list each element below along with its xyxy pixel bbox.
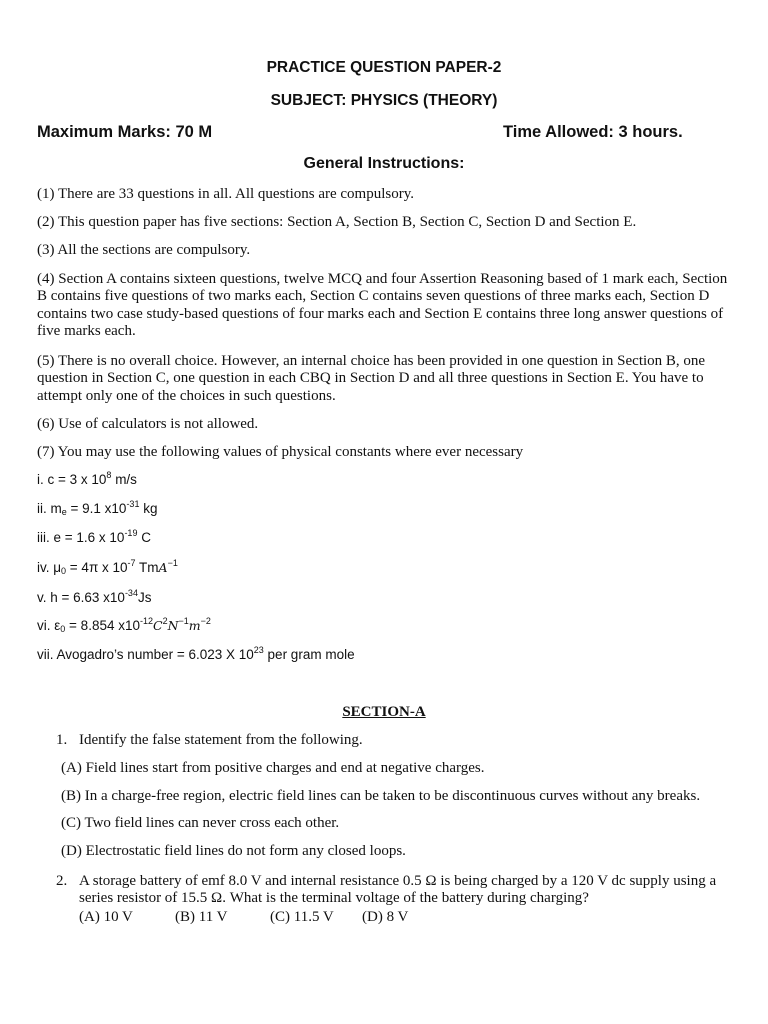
- instruction-2: (2) This question paper has five sections: Section A, Section B, Section C, Section D and Section E.: [37, 214, 637, 230]
- section-a-heading: SECTION-A: [342, 704, 426, 720]
- question-1-option-c: (C) Two field lines can never cross each other.: [61, 815, 340, 831]
- instruction-5: (5) There is no overall choice. However, an internal choice has been provided in one question in Section B, one question in Section C, one question in each CBQ in Section D and all three questions in Section E. You have to attempt only one of the choices in such questions.: [37, 353, 706, 404]
- question-1-option-d: (D) Electrostatic field lines do not form any closed loops.: [61, 843, 406, 859]
- instruction-1: (1) There are 33 questions in all. All questions are compulsory.: [37, 186, 414, 202]
- question-1-text: Identify the false statement from the following.: [79, 732, 363, 748]
- question-2-option-a: (A) 10 V: [79, 909, 133, 925]
- paper-subject: SUBJECT: PHYSICS (THEORY): [270, 92, 498, 109]
- instruction-4: (4) Section A contains sixteen questions, twelve MCQ and four Assertion Reasoning based of 1 mark each, Section B contains five questions of two marks each, Section C contains seven questions of three marks each, Section D contains two case study-based questions of four marks each and Section E contains three long answer questions of five marks each.: [37, 271, 728, 340]
- constant-avogadro: vii. Avogadro’s number = 6.023 X $10^{23}$ per gram mole: [37, 645, 355, 662]
- question-2-number: 2.: [56, 873, 68, 889]
- paper-title: PRACTICE QUESTION PAPER-2: [266, 59, 502, 76]
- constant-electron-charge: iii. e = 1.6 x $10^{-19}$ C: [37, 528, 151, 545]
- constant-speed-of-light: i. c = 3 x $10^8$ m/s: [37, 470, 137, 487]
- time-allowed: Time Allowed: 3 hours.: [503, 123, 683, 141]
- question-1-option-b: (B) In a charge-free region, electric field lines can be taken to be discontinuous curves without any breaks.: [61, 788, 701, 804]
- constant-permittivity: vi. $\varepsilon_0 = 8.854$ $x10^{-12}C^2N^{-1}m^{-2}$: [37, 616, 211, 634]
- instruction-7: (7) You may use the following values of physical constants where ever necessary: [37, 444, 524, 460]
- general-instructions-title: General Instructions:: [303, 155, 465, 172]
- question-1-option-a: (A) Field lines start from positive charges and end at negative charges.: [61, 760, 485, 776]
- constant-planck: v. h = 6.63 $x10^{-34}Js$: [37, 588, 152, 605]
- constant-electron-mass: ii. $m_e = 9.1$ $x10^{-31}$ kg: [37, 499, 158, 517]
- maximum-marks: Maximum Marks: 70 M: [37, 123, 213, 141]
- question-2-option-b: (B) 11 V: [175, 909, 228, 925]
- question-2-option-c: (C) 11.5 V: [270, 909, 334, 925]
- constant-permeability: iv. $\mu_0 = 4\pi$ x $10^{-7}$ TmA$^{-1}$: [37, 558, 178, 576]
- instruction-3: (3) All the sections are compulsory.: [37, 242, 251, 258]
- instruction-6: (6) Use of calculators is not allowed.: [37, 416, 259, 432]
- question-1-number: 1.: [56, 732, 68, 748]
- question-2-text: A storage battery of emf 8.0 V and internal resistance 0.5 Ω is being charged by a 120 V dc supply using a series resistor of 15.5 Ω. What is the terminal voltage of the battery during charging?: [79, 873, 717, 907]
- question-2-option-d: (D) 8 V: [362, 909, 409, 925]
